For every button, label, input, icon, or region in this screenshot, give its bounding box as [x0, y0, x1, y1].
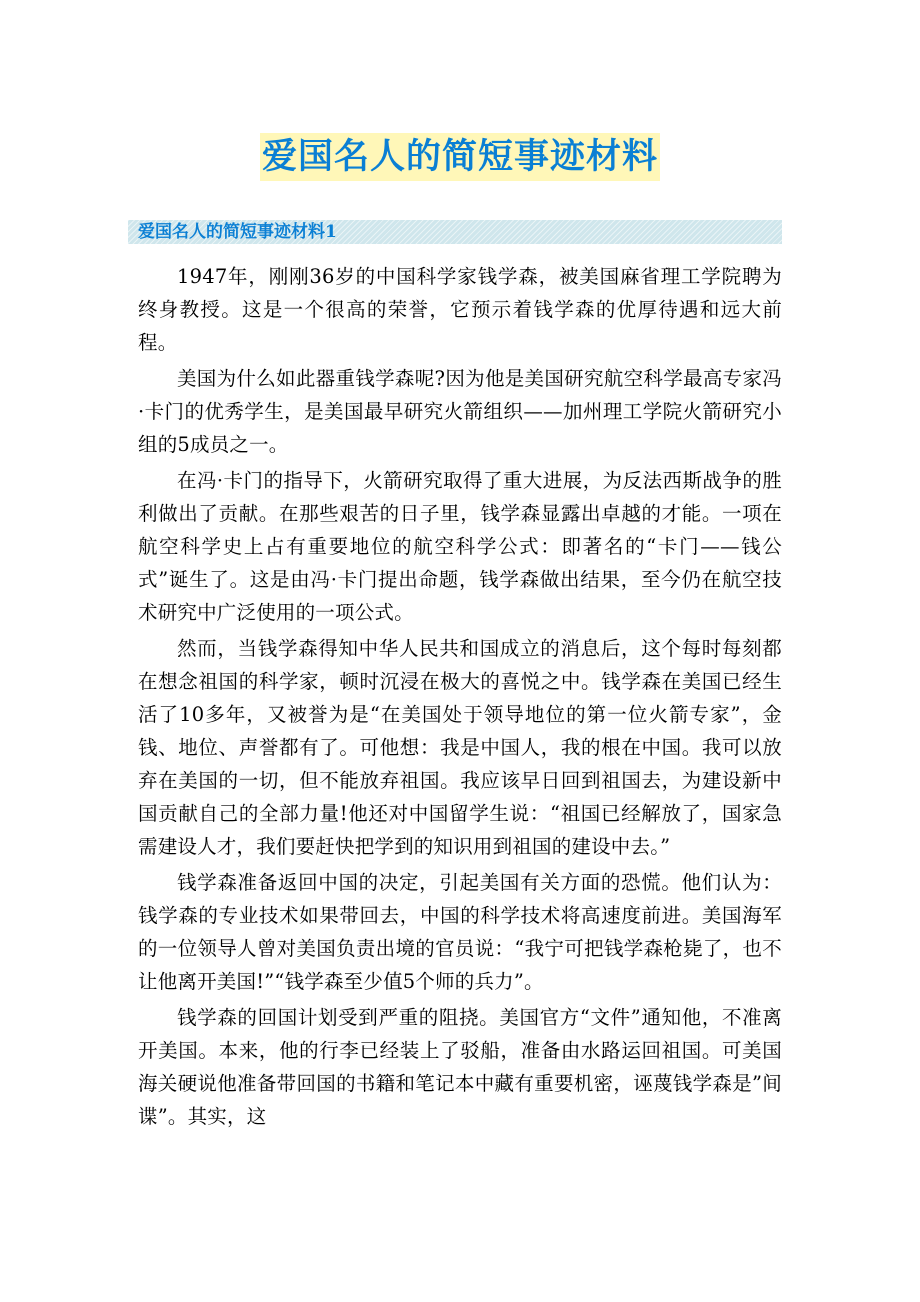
paragraph: 然而，当钱学森得知中华人民共和国成立的消息后，这个每时每刻都在想念祖国的科学家，顿时沉浸在极大的喜悦之中。钱学森在美国已经生活了10多年，又被誉为是“在美国处于领导地位的第一位火箭专家”，金钱、地位、声誉都有了。可他想：我是中国人，我的根在中国。我可以放弃在美国的一切，但不能放弃祖国。我应该早日回到祖国去，为建设新中国贡献自己的全部力量!他还对中国留学生说：“祖国已经解放了，国家急需建设人才，我们要赶快把学到的知识用到祖国的建设中去。” [138, 637, 782, 858]
paragraph: 钱学森准备返回中国的决定，引起美国有关方面的恐慌。他们认为：钱学森的专业技术如果带回去，中国的科学技术将高速度前进。美国海军的一位领导人曾对美国负责出境的官员说：“我宁可把钱学森枪毙了，也不让他离开美国!”“钱学森至少值5个师的兵力”。 [138, 871, 782, 993]
section-heading: 爱国名人的简短事迹材料1 [128, 220, 782, 244]
body-text [138, 260, 782, 1136]
paragraph: 钱学森的回国计划受到严重的阻挠。美国官方“文件”通知他，不准离开美国。本来，他的行李已经装上了驳船，准备由水路运回祖国。可美国海关硬说他准备带回国的书籍和笔记本中藏有重要机密，诬蔑钱学森是”间谍”。其实，这 [138, 1006, 782, 1128]
title-container [0, 133, 920, 181]
document-title: 爱国名人的简短事迹材料 [260, 133, 660, 181]
paragraph: 在冯·卡门的指导下，火箭研究取得了重大进展，为反法西斯战争的胜利做出了贡献。在那些艰苦的日子里，钱学森显露出卓越的才能。一项在航空科学史上占有重要地位的航空科学公式：即著名的“卡门——钱公式”诞生了。这是由冯·卡门提出命题，钱学森做出结果，至今仍在航空技术研究中广泛使用的一项公式。 [138, 469, 782, 624]
paragraph: 1947年，刚刚36岁的中国科学家钱学森，被美国麻省理工学院聘为终身教授。这是一个很高的荣誉，它预示着钱学森的优厚待遇和远大前程。 [138, 265, 782, 354]
paragraph: 美国为什么如此器重钱学森呢?因为他是美国研究航空科学最高专家冯·卡门的优秀学生，是美国最早研究火箭组织——加州理工学院火箭研究小组的5成员之一。 [138, 367, 782, 456]
